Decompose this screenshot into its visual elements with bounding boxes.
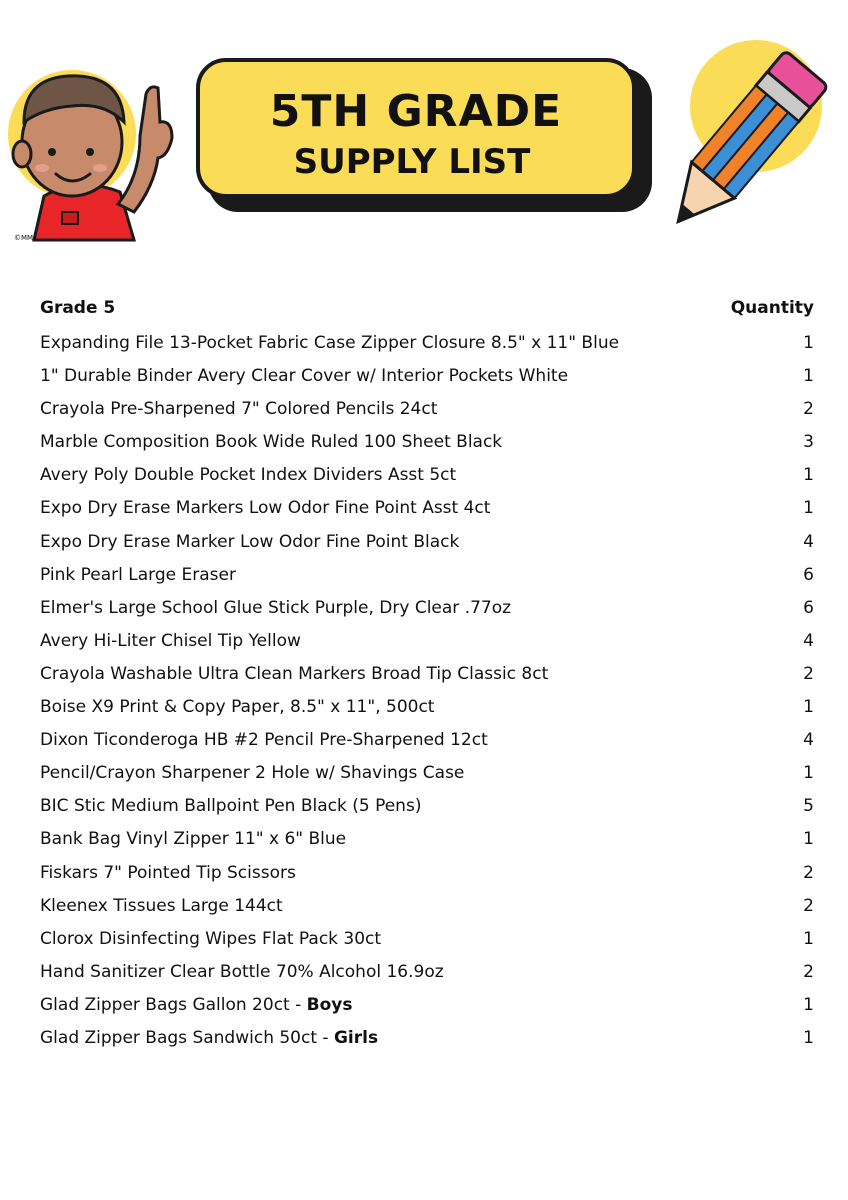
item-quantity: 4 <box>803 531 814 552</box>
item-name <box>40 827 346 851</box>
item-name-text: BIC Stic Medium Ballpoint Pen Black (5 Pens) <box>40 796 422 817</box>
item-quantity: 2 <box>803 399 814 420</box>
item-name <box>40 927 381 951</box>
pencil-illustration <box>650 38 830 238</box>
item-quantity: 2 <box>803 862 814 883</box>
list-item <box>40 397 814 430</box>
item-name-text: Marble Composition Book Wide Ruled 100 Sheet Black <box>40 432 503 453</box>
list-item <box>40 695 814 728</box>
list-item <box>40 496 814 529</box>
item-name-emphasis: Boys <box>306 994 353 1015</box>
list-item <box>40 662 814 695</box>
item-quantity: 1 <box>803 829 814 850</box>
item-name <box>40 960 444 984</box>
item-name-emphasis: Girls <box>333 1027 379 1048</box>
artist-mark: ©MMk <box>14 234 38 242</box>
item-quantity: 2 <box>803 961 814 982</box>
item-quantity: 1 <box>803 994 814 1015</box>
item-name-text: Pencil/Crayon Sharpener 2 Hole w/ Shavings Case <box>40 763 465 784</box>
item-name-text: Fiskars 7" Pointed Tip Scissors <box>40 862 296 883</box>
item-quantity: 2 <box>803 895 814 916</box>
item-name-text: Dixon Ticonderoga HB #2 Pencil Pre-Sharpened 12ct <box>40 730 488 751</box>
header <box>0 0 848 260</box>
item-name <box>40 364 568 388</box>
item-name-text: Pink Pearl Large Eraser <box>40 564 236 585</box>
item-name-text: Boise X9 Print & Copy Paper, 8.5" x 11", 500ct <box>40 697 435 718</box>
list-item <box>40 728 814 761</box>
item-name-text: Expo Dry Erase Markers Low Odor Fine Point Asst 4ct <box>40 498 491 519</box>
item-quantity: 1 <box>803 697 814 718</box>
kid-pointing-illustration <box>0 26 190 256</box>
item-quantity: 1 <box>803 763 814 784</box>
item-name-text: Glad Zipper Bags Sandwich 50ct - <box>40 1027 334 1048</box>
item-name-text: Expanding File 13-Pocket Fabric Case Zipper Closure 8.5" x 11" Blue <box>40 333 620 353</box>
item-name <box>40 530 459 554</box>
item-name <box>40 430 502 454</box>
item-name <box>40 397 437 421</box>
list-item <box>40 960 814 993</box>
item-name <box>40 695 434 719</box>
item-name-text: Glad Zipper Bags Gallon 20ct - <box>40 994 307 1015</box>
quantity-column-header: Quantity <box>730 298 814 318</box>
item-name <box>40 861 296 885</box>
list-item <box>40 794 814 827</box>
list-item <box>40 463 814 496</box>
list-item <box>40 364 814 397</box>
list-item <box>40 861 814 894</box>
supply-list <box>40 331 814 1059</box>
list-item <box>40 331 814 364</box>
title-banner <box>196 58 636 198</box>
list-header <box>40 298 814 324</box>
item-name <box>40 728 488 752</box>
item-name-text: Expo Dry Erase Marker Low Odor Fine Point Black <box>40 531 460 552</box>
item-name <box>40 596 511 620</box>
item-name <box>40 894 283 918</box>
item-name <box>40 662 548 686</box>
list-item <box>40 827 814 860</box>
item-name <box>40 563 236 587</box>
item-quantity: 4 <box>803 630 814 651</box>
page-subtitle: SUPPLY LIST <box>293 142 531 182</box>
item-quantity: 1 <box>803 498 814 519</box>
item-name <box>40 761 464 785</box>
grade-column-header: Grade 5 <box>40 298 116 318</box>
list-item <box>40 761 814 794</box>
item-name-text: Bank Bag Vinyl Zipper 11" x 6" Blue <box>40 829 347 850</box>
item-name-text: Clorox Disinfecting Wipes Flat Pack 30ct <box>40 928 382 949</box>
item-name <box>40 993 353 1017</box>
item-quantity: 1 <box>803 465 814 486</box>
item-name-text: Crayola Washable Ultra Clean Markers Broad Tip Classic 8ct <box>40 663 549 684</box>
item-quantity: 1 <box>803 928 814 949</box>
list-item <box>40 530 814 563</box>
item-quantity: 3 <box>803 432 814 453</box>
item-name <box>40 496 490 520</box>
item-name-text: Kleenex Tissues Large 144ct <box>40 895 283 916</box>
item-quantity: 6 <box>803 597 814 618</box>
item-name-text: Crayola Pre-Sharpened 7" Colored Pencils 24ct <box>40 399 438 420</box>
item-quantity: 1 <box>803 1027 814 1048</box>
item-name <box>40 1026 378 1050</box>
item-name-text: 1" Durable Binder Avery Clear Cover w/ Interior Pockets White <box>40 366 569 387</box>
item-quantity: 1 <box>803 366 814 387</box>
page-title: 5TH GRADE <box>269 86 563 137</box>
item-name-text: Avery Hi-Liter Chisel Tip Yellow <box>40 630 301 651</box>
item-name-text: Elmer's Large School Glue Stick Purple, Dry Clear .77oz <box>40 597 512 618</box>
item-name <box>40 331 619 355</box>
list-item <box>40 629 814 662</box>
item-name-text: Avery Poly Double Pocket Index Dividers Asst 5ct <box>40 465 457 486</box>
item-quantity: 1 <box>803 333 814 353</box>
item-quantity: 4 <box>803 730 814 751</box>
list-item <box>40 894 814 927</box>
list-item <box>40 596 814 629</box>
list-item <box>40 993 814 1026</box>
list-item <box>40 1026 814 1059</box>
item-quantity: 5 <box>803 796 814 817</box>
list-item <box>40 430 814 463</box>
item-quantity: 2 <box>803 663 814 684</box>
item-quantity: 6 <box>803 564 814 585</box>
item-name <box>40 794 421 818</box>
list-item <box>40 927 814 960</box>
list-item <box>40 563 814 596</box>
item-name <box>40 463 456 487</box>
item-name <box>40 629 301 653</box>
item-name-text: Hand Sanitizer Clear Bottle 70% Alcohol 16.9oz <box>40 961 444 982</box>
